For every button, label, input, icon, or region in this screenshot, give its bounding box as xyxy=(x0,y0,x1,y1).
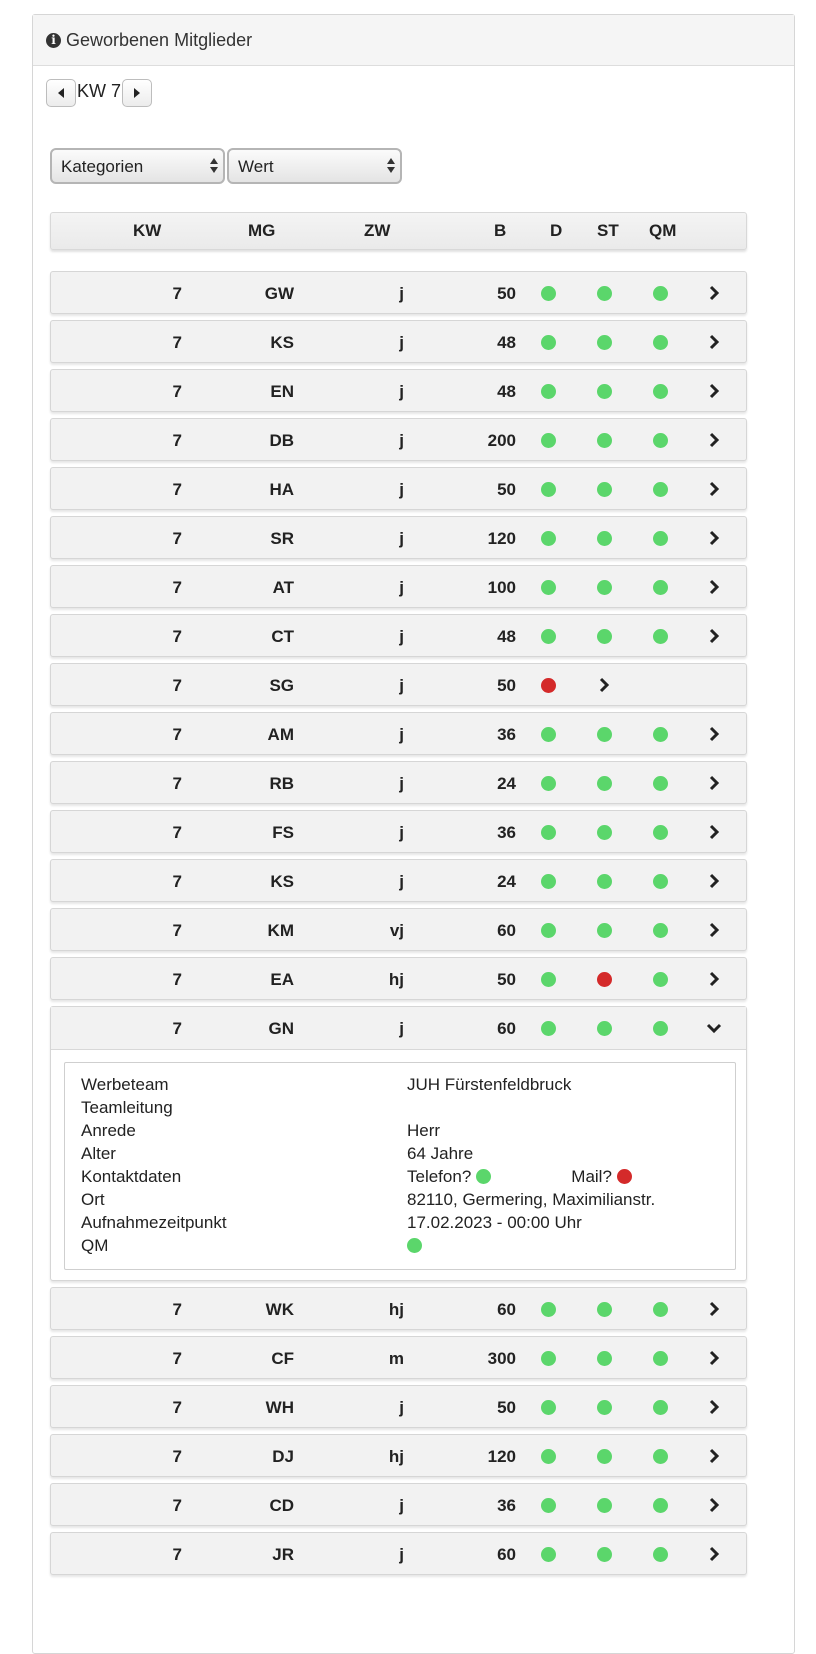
table-row[interactable] xyxy=(50,271,747,314)
cell-zw: j xyxy=(399,1398,404,1417)
status-dot-qm xyxy=(653,335,668,350)
cell-zw: j xyxy=(399,1496,404,1515)
status-dot-st xyxy=(597,923,612,938)
cell-zw: j xyxy=(399,578,404,597)
cell-b: 60 xyxy=(497,1300,516,1319)
category-select-value: Kategorien xyxy=(61,157,144,176)
cell-zw: j xyxy=(399,333,404,352)
cell-b: 48 xyxy=(497,627,516,646)
cell-kw: 7 xyxy=(172,872,182,891)
table-header xyxy=(50,212,747,250)
qm-status xyxy=(407,1234,422,1258)
status-dot-qm xyxy=(653,531,668,546)
cell-kw: 7 xyxy=(172,1545,182,1564)
cell-b: 60 xyxy=(497,1019,516,1038)
table-row[interactable] xyxy=(50,1532,747,1575)
cell-mg: HA xyxy=(269,480,294,499)
status-dot-st xyxy=(597,776,612,791)
cell-mg: WH xyxy=(265,1398,294,1417)
column-header-qm: QM xyxy=(649,221,677,240)
cell-b: 50 xyxy=(497,480,516,499)
cell-b: 48 xyxy=(497,333,516,352)
chevron-right-icon[interactable] xyxy=(706,873,722,889)
detail-label: Teamleitung xyxy=(81,1098,173,1117)
mail-status-dot xyxy=(617,1169,632,1184)
cell-kw: 7 xyxy=(172,1019,182,1038)
chevron-right-icon[interactable] xyxy=(706,1399,722,1415)
contact-status xyxy=(407,1165,632,1189)
chevron-right-icon[interactable] xyxy=(706,1301,722,1317)
detail-value-aufnahme: 17.02.2023 - 00:00 Uhr xyxy=(407,1213,582,1232)
status-dot-d xyxy=(541,286,556,301)
status-dot-qm xyxy=(653,1498,668,1513)
status-dot-d xyxy=(541,629,556,644)
chevron-right-icon[interactable] xyxy=(706,971,722,987)
status-dot-d xyxy=(541,776,556,791)
cell-zw: j xyxy=(399,529,404,548)
value-select[interactable] xyxy=(227,148,402,184)
status-dot-d xyxy=(541,727,556,742)
row-header[interactable] xyxy=(51,1007,746,1050)
cell-b: 50 xyxy=(497,284,516,303)
status-dot-qm xyxy=(653,727,668,742)
chevron-right-icon[interactable] xyxy=(706,285,722,301)
cell-zw: j xyxy=(399,676,404,695)
detail-label: Aufnahmezeitpunkt xyxy=(81,1213,227,1232)
cell-mg: AT xyxy=(272,578,294,597)
status-dot-st xyxy=(597,335,612,350)
chevron-right-icon[interactable] xyxy=(706,1546,722,1562)
cell-zw: j xyxy=(399,823,404,842)
status-dot-qm xyxy=(653,384,668,399)
table-row[interactable] xyxy=(50,614,747,657)
detail-label: Kontaktdaten xyxy=(81,1167,182,1186)
status-dot-st xyxy=(597,972,612,987)
cell-kw: 7 xyxy=(172,774,182,793)
table-row[interactable] xyxy=(50,516,747,559)
cell-mg: CD xyxy=(269,1496,294,1515)
cell-kw: 7 xyxy=(172,970,182,989)
cell-b: 120 xyxy=(487,529,516,548)
status-dot-qm xyxy=(653,433,668,448)
cell-mg: GN xyxy=(268,1019,294,1038)
cell-b: 300 xyxy=(487,1349,516,1368)
cell-kw: 7 xyxy=(172,333,182,352)
table-row[interactable] xyxy=(50,908,747,951)
status-dot-st xyxy=(597,1021,612,1036)
cell-kw: 7 xyxy=(172,921,182,940)
cell-zw: j xyxy=(399,1019,404,1038)
status-dot-st xyxy=(597,1449,612,1464)
status-dot-d xyxy=(541,1498,556,1513)
table-row[interactable] xyxy=(50,1336,747,1379)
cell-kw: 7 xyxy=(172,676,182,695)
cell-mg: AM xyxy=(267,725,294,744)
cell-zw: m xyxy=(388,1349,404,1368)
chevron-down-icon[interactable] xyxy=(706,1020,722,1036)
status-dot-st xyxy=(597,1302,612,1317)
status-dot-qm xyxy=(653,972,668,987)
info-icon: i xyxy=(46,33,61,48)
cell-kw: 7 xyxy=(172,529,182,548)
caret-left-icon xyxy=(58,88,64,98)
chevron-right-icon[interactable] xyxy=(706,579,722,595)
status-dot-d xyxy=(541,1351,556,1366)
cell-zw: hj xyxy=(388,1300,404,1319)
table-row[interactable] xyxy=(50,467,747,510)
chevron-right-icon[interactable] xyxy=(706,1448,722,1464)
panel-heading xyxy=(33,15,794,66)
cell-zw: j xyxy=(399,627,404,646)
detail-label: Anrede xyxy=(81,1121,136,1140)
cell-mg: CF xyxy=(271,1349,294,1368)
telefon-label: Telefon? xyxy=(407,1167,472,1186)
status-dot-d xyxy=(541,678,556,693)
cell-b: 50 xyxy=(497,1398,516,1417)
column-header-st: ST xyxy=(597,221,619,240)
cell-b: 36 xyxy=(497,1496,516,1515)
cell-kw: 7 xyxy=(172,578,182,597)
status-dot-st xyxy=(597,482,612,497)
status-dot-st xyxy=(597,531,612,546)
cell-zw: hj xyxy=(388,970,404,989)
cell-kw: 7 xyxy=(172,1349,182,1368)
status-dot-d xyxy=(541,825,556,840)
cell-b: 24 xyxy=(497,774,516,793)
cell-b: 60 xyxy=(497,1545,516,1564)
detail-label: Werbeteam xyxy=(81,1075,169,1094)
telefon-status-dot xyxy=(476,1169,491,1184)
status-dot-qm xyxy=(653,1021,668,1036)
cell-mg: WK xyxy=(265,1300,294,1319)
table-row[interactable] xyxy=(50,565,747,608)
chevron-right-icon[interactable] xyxy=(706,1350,722,1366)
cell-kw: 7 xyxy=(172,1398,182,1417)
table-row[interactable] xyxy=(50,712,747,755)
status-dot-d xyxy=(541,482,556,497)
status-dot-qm xyxy=(653,874,668,889)
status-dot-d xyxy=(541,335,556,350)
status-dot-qm xyxy=(653,1449,668,1464)
cell-kw: 7 xyxy=(172,1447,182,1466)
chevron-right-icon[interactable] xyxy=(706,726,722,742)
chevron-right-icon[interactable] xyxy=(706,334,722,350)
cell-zw: j xyxy=(399,774,404,793)
cell-mg: EN xyxy=(270,382,294,401)
status-dot-st xyxy=(597,286,612,301)
status-dot-qm xyxy=(653,1302,668,1317)
chevron-right-icon[interactable] xyxy=(706,628,722,644)
cell-zw: j xyxy=(399,725,404,744)
cell-b: 50 xyxy=(497,676,516,695)
cell-kw: 7 xyxy=(172,284,182,303)
cell-b: 100 xyxy=(487,578,516,597)
table-row[interactable] xyxy=(50,1385,747,1428)
status-dot-d xyxy=(541,874,556,889)
cell-kw: 7 xyxy=(172,480,182,499)
category-select[interactable] xyxy=(50,148,225,184)
chevron-right-icon[interactable] xyxy=(706,481,722,497)
status-dot-st xyxy=(597,433,612,448)
member-details xyxy=(64,1062,736,1270)
cell-mg: GW xyxy=(264,284,294,303)
status-dot-qm xyxy=(653,1400,668,1415)
status-dot-d xyxy=(541,531,556,546)
cell-kw: 7 xyxy=(172,823,182,842)
cell-b: 60 xyxy=(497,921,516,940)
chevron-right-icon[interactable] xyxy=(706,775,722,791)
cell-mg: SR xyxy=(270,529,294,548)
table-row[interactable] xyxy=(50,859,747,902)
cell-mg: FS xyxy=(272,823,294,842)
cell-mg: CT xyxy=(271,627,294,646)
cell-mg: SG xyxy=(269,676,294,695)
detail-value-anrede: Herr xyxy=(407,1121,441,1140)
cell-kw: 7 xyxy=(172,382,182,401)
detail-value-alter: 64 Jahre xyxy=(407,1144,474,1163)
cell-kw: 7 xyxy=(172,627,182,646)
cell-zw: j xyxy=(399,382,404,401)
status-dot-d xyxy=(541,923,556,938)
chevron-right-icon[interactable] xyxy=(706,530,722,546)
detail-label: QM xyxy=(81,1236,109,1255)
column-header-zw: ZW xyxy=(364,221,391,240)
week-navigation xyxy=(46,79,152,107)
table-row[interactable] xyxy=(50,810,747,853)
status-dot-d xyxy=(541,1547,556,1562)
column-header-kw: KW xyxy=(133,221,162,240)
cell-kw: 7 xyxy=(172,431,182,450)
cell-zw: j xyxy=(399,1545,404,1564)
select-arrows-icon xyxy=(210,158,218,173)
status-dot-d xyxy=(541,1302,556,1317)
status-dot-qm xyxy=(653,1351,668,1366)
table-row[interactable] xyxy=(50,1483,747,1526)
cell-b: 48 xyxy=(497,382,516,401)
status-dot-st xyxy=(597,727,612,742)
chevron-right-icon[interactable] xyxy=(706,922,722,938)
status-dot-qm xyxy=(653,1547,668,1562)
cell-kw: 7 xyxy=(172,725,182,744)
column-header-b: B xyxy=(494,221,507,240)
chevron-right-icon[interactable] xyxy=(706,1497,722,1513)
status-dot-qm xyxy=(653,482,668,497)
mail-label: Mail? xyxy=(571,1167,612,1186)
status-dot-st xyxy=(597,384,612,399)
caret-right-icon xyxy=(134,88,140,98)
status-dot-st xyxy=(597,1400,612,1415)
cell-mg: JR xyxy=(272,1545,294,1564)
cell-zw: j xyxy=(399,480,404,499)
cell-zw: vj xyxy=(389,921,404,940)
week-label: KW 7 xyxy=(77,80,122,101)
status-dot-d xyxy=(541,1449,556,1464)
table-row[interactable] xyxy=(50,1287,747,1330)
table-row[interactable] xyxy=(50,761,747,804)
next-week-button[interactable] xyxy=(122,79,152,107)
members-panel xyxy=(32,14,795,1654)
cell-kw: 7 xyxy=(172,1496,182,1515)
cell-mg: KS xyxy=(270,333,294,352)
status-dot-st xyxy=(597,825,612,840)
cell-b: 120 xyxy=(487,1447,516,1466)
cell-b: 36 xyxy=(497,725,516,744)
select-arrows-icon xyxy=(387,158,395,173)
cell-mg: RB xyxy=(269,774,294,793)
table-row[interactable] xyxy=(50,418,747,461)
cell-mg: EA xyxy=(270,970,294,989)
cell-b: 36 xyxy=(497,823,516,842)
detail-value-ort: 82110, Germering, Maximilianstr. xyxy=(407,1190,656,1209)
cell-b: 50 xyxy=(497,970,516,989)
qm-status-dot xyxy=(407,1238,422,1253)
cell-mg: DB xyxy=(269,431,294,450)
cell-b: 24 xyxy=(497,872,516,891)
table-row[interactable] xyxy=(50,1006,747,1281)
status-dot-d xyxy=(541,580,556,595)
status-dot-st xyxy=(597,1498,612,1513)
cell-kw: 7 xyxy=(172,1300,182,1319)
status-dot-qm xyxy=(653,825,668,840)
panel-title: Geworbenen Mitglieder xyxy=(66,29,253,50)
cell-zw: j xyxy=(399,284,404,303)
status-dot-d xyxy=(541,384,556,399)
filter-bar xyxy=(50,148,402,184)
status-dot-d xyxy=(541,972,556,987)
status-dot-st xyxy=(597,580,612,595)
table-row[interactable] xyxy=(50,369,747,412)
status-dot-st xyxy=(597,1547,612,1562)
table-row[interactable] xyxy=(50,1434,747,1477)
detail-label: Ort xyxy=(81,1190,105,1209)
status-dot-d xyxy=(541,433,556,448)
status-dot-qm xyxy=(653,776,668,791)
chevron-right-icon[interactable] xyxy=(706,432,722,448)
chevron-right-icon[interactable] xyxy=(596,677,612,693)
prev-week-button[interactable] xyxy=(46,79,76,107)
status-dot-qm xyxy=(653,580,668,595)
status-dot-st xyxy=(597,1351,612,1366)
cell-mg: KS xyxy=(270,872,294,891)
cell-b: 200 xyxy=(487,431,516,450)
cell-zw: j xyxy=(399,872,404,891)
column-header-d: D xyxy=(550,221,563,240)
status-dot-d xyxy=(541,1021,556,1036)
chevron-right-icon[interactable] xyxy=(706,824,722,840)
status-dot-qm xyxy=(653,923,668,938)
table-row[interactable] xyxy=(50,957,747,1000)
detail-label: Alter xyxy=(81,1144,116,1163)
status-dot-st xyxy=(597,874,612,889)
chevron-right-icon[interactable] xyxy=(706,383,722,399)
table-row[interactable] xyxy=(50,663,747,706)
status-dot-d xyxy=(541,1400,556,1415)
cell-zw: j xyxy=(399,431,404,450)
status-dot-qm xyxy=(653,629,668,644)
cell-zw: hj xyxy=(388,1447,404,1466)
detail-value-werbeteam: JUH Fürstenfeldbruck xyxy=(407,1075,572,1094)
status-dot-qm xyxy=(653,286,668,301)
status-dot-st xyxy=(597,629,612,644)
cell-mg: KM xyxy=(267,921,294,940)
value-select-value: Wert xyxy=(238,157,274,176)
table-row[interactable] xyxy=(50,320,747,363)
column-header-mg: MG xyxy=(248,221,276,240)
cell-mg: DJ xyxy=(272,1447,294,1466)
